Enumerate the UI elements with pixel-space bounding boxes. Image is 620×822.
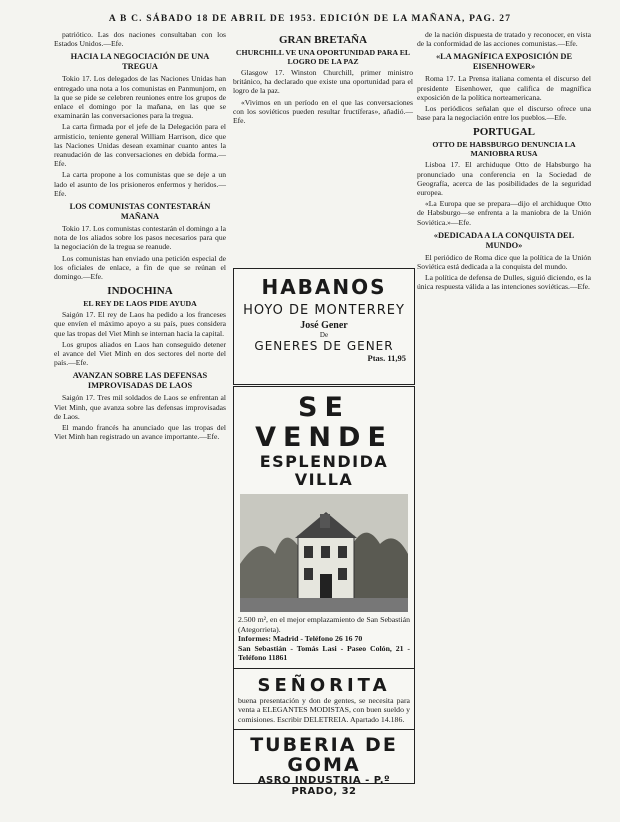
- paragraph: Lisboa 17. El archiduque Otto de Habsburgo ha pronunciado una conferencia en la Sociedad de Geografía, acerca de las posibilidades de la seguridad europea.: [417, 160, 591, 198]
- ad-habanos-de: De: [319, 331, 329, 339]
- ad-villa-description: 2.500 m², en el mejor emplazamiento de San Sebastián (Ategorrieta).: [238, 615, 410, 634]
- divider: [234, 668, 414, 669]
- ad-habanos: [233, 268, 415, 385]
- paragraph: Los grupos aliados en Laos han conseguido detener el avance del Viet Minh en dos sectores del norte del país.—Efe.: [54, 339, 226, 368]
- subhead-churchill: CHURCHILL VE UNA OPORTUNIDAD PARA EL LOGRO DE LA PAZ: [235, 48, 411, 66]
- villa-photo: [240, 494, 408, 612]
- ad-tuberia-address: ASRO INDUSTRIA - P.º PRADO, 32: [257, 775, 391, 797]
- headline-avanzan: AVANZAN SOBRE LAS DEFENSAS IMPROVISADAS DE LAOS: [72, 371, 208, 391]
- paragraph: Glasgow 17. Winston Churchill, primer ministro británico, ha declarado que existe una oportunidad para el logro de la paz.: [233, 68, 413, 96]
- villa-photo-illustration: [240, 494, 408, 612]
- paragraph: patriótico. Las dos naciones consultaban con los Estados Unidos.—Efe.: [54, 30, 226, 49]
- running-header: A B C. SÁBADO 18 DE ABRIL DE 1953. EDICIÓN DE LA MAÑANA, PAG. 27: [108, 14, 512, 24]
- ad-habanos-product: GENERES DE GENER: [254, 339, 394, 353]
- ad-villa-subtitle: ESPLENDIDA VILLA: [259, 452, 389, 489]
- paragraph: La carta propone a los comunistas que se deje a un lado el asunto de los prisioneros enfermos y heridos.—Efe.: [54, 170, 226, 198]
- paragraph: Los comunistas han enviado una petición especial de los oficiales de enlace, a fin de que se reúnan el domingo.—Efe.: [54, 253, 226, 282]
- subhead-habsburgo: OTTO DE HABSBURGO DENUNCIA LA MANIOBRA RUSA: [432, 140, 576, 159]
- ad-villa-contact-sansebastian: San Sebastián - Tomás Lasi - Paseo Colón, 21 - Teléfono 11861: [238, 643, 410, 662]
- paragraph: Saigón 17. Tres mil soldados de Laos se enfrentan al Viet Minh, que avanza sobre las defensas improvisadas de Laos.: [54, 393, 226, 421]
- headline-portugal: PORTUGAL: [473, 126, 535, 139]
- column-left: [54, 30, 226, 820]
- ad-villa-title: SE VENDE: [255, 392, 393, 453]
- headline-exposicion: «LA MAGNÍFICA EXPOSICIÓN DE EISENHOWER»: [435, 52, 573, 72]
- ad-habanos-maker: José Gener: [300, 320, 348, 331]
- ad-villa: [233, 386, 415, 797]
- paragraph: Tokio 17. Los comunistas contestarán el domingo a la nota de los aliados sobre los pasos necesarios para que la negociación de la tregua se reanude.: [54, 224, 226, 252]
- headline-negociacion: HACIA LA NEGOCIACIÓN DE UNA TREGUA: [70, 52, 210, 72]
- paragraph: «Vivimos en un período en el que las conversaciones con los soviéticos pueden resultar fructíferas», añadió.—Efe.: [233, 97, 413, 126]
- paragraph: La política de defensa de Dulles, siguió diciendo, es la única respuesta válida a las intenciones soviéticas.—Efe.: [417, 273, 591, 292]
- paragraph: de la nación dispuesta de tratado y reconocer, en vista de la conformidad de las acciones comunistas.—Efe.: [417, 30, 591, 49]
- column-right: [417, 30, 591, 820]
- ad-habanos-title: HABANOS: [261, 275, 387, 299]
- ad-senorita-title: SEÑORITA: [257, 674, 391, 696]
- paragraph: Tokio 17. Los delegados de las Naciones Unidas han entregado una nota a los comunistas en Panmunjom, en la que se pide se celebren reuniones entre los grupos de enlace el domingo por la mañana, en las que se examinarán las conversaciones para la tregua.: [54, 74, 226, 121]
- paragraph: Saigón 17. El rey de Laos ha pedido a los franceses que envíen el máximo apoyo a su país, pues considera que las tropas del Viet Minh se internan hacia la capital.: [54, 310, 226, 338]
- paragraph: El mando francés ha anunciado que las tropas del Viet Minh han registrado un avance importante.—Efe.: [54, 423, 226, 442]
- headline-gran-bretana: GRAN BRETAÑA: [278, 34, 368, 46]
- paragraph: Los periódicos señalan que el discurso ofrece una base para la negociación entre los pueblos.—Efe.: [417, 104, 591, 123]
- paragraph: El periódico de Roma dice que la política de la Unión Soviética está dedicada a la conquista del mundo.: [417, 252, 591, 272]
- paragraph: La carta firmada por el jefe de la Delegación para el armisticio, teniente general William Harrison, dice que las Naciones Unidas desean examinar cuanto antes la reanudación de las conversaciones en debida forma.—Efe.: [54, 122, 226, 169]
- ad-senorita-text: buena presentación y don de gentes, se necesita para venta a ELEGANTES MODISTAS, con buen sueldo y comisiones. Escribir DELETREIA. Apartado 14.186.: [238, 695, 410, 724]
- ad-habanos-brand: HOYO DE MONTERREY: [243, 303, 405, 318]
- ad-tuberia-title: TUBERIA DE GOMA: [250, 734, 398, 776]
- column-center-top: [233, 30, 413, 260]
- headline-comunistas: LOS COMUNISTAS CONTESTARÁN MAÑANA: [69, 202, 211, 222]
- paragraph: Roma 17. La Prensa italiana comenta el discurso del presidente Eisenhower, que califica de magnífica exposición de la política norteamericana.: [417, 74, 591, 102]
- ad-villa-contact-madrid: Informes: Madrid - Teléfono 26 16 70: [238, 634, 363, 643]
- headline-conquista: «DEDICADA A LA CONQUISTA DEL MUNDO»: [433, 230, 575, 250]
- subhead-rey-laos: EL REY DE LAOS PIDE AYUDA: [83, 299, 197, 309]
- ad-habanos-price: Ptas. 11,95: [367, 353, 406, 363]
- paragraph: «La Europa que se prepara—dijo el archiduque Otto de Habsburgo—se enfrenta a la maniobra de la Unión Soviética.»—Efe.: [417, 199, 591, 227]
- divider: [234, 729, 414, 730]
- headline-indochina: INDOCHINA: [107, 285, 173, 298]
